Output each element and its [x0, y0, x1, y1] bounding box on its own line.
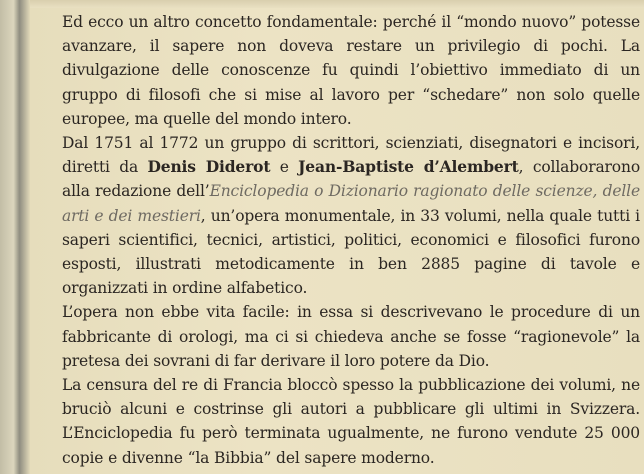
page-binding-edge [0, 0, 30, 474]
text-body [62, 10, 640, 470]
paragraph-2-middle: , collaborarono alla redazione dell’ [62, 158, 640, 201]
paragraph-4 [62, 373, 640, 470]
paragraph-2-intro: Dal 1751 al 1772 un gruppo di scrittori, scienziati, disegnatori e incisori, diretti da [62, 134, 640, 177]
paragraph-3 [62, 300, 640, 373]
paragraph-2 [62, 131, 640, 300]
page-top-band [30, 0, 644, 8]
paragraph-4-text: La censura del re di Francia bloccò spesso la pubblicazione dei volumi, ne bruciò alcuni e costrinse gli autori a pubblicare gli ultimi in Svizzera. L’Enciclopedia fu però terminata ugualmente, ne furono vendute 25 000 copie e divenne “la Bibbia” del sapere moderno. [62, 376, 640, 467]
paragraph-3-text: L’opera non ebbe vita facile: in essa si descrivevano le procedure di un fabbricante di orologi, ma ci si chiedeva anche se fosse “ragionevole” la pretesa dei sovrani di far derivare il loro potere da Dio. [62, 303, 640, 370]
author-name-dalembert: Jean-Baptiste d’Alembert [298, 157, 519, 177]
paragraph-2-end: , un’opera monumentale, in 33 volumi, nella quale tutti i saperi scientifici, tecnici, artistici, politici, economici e filosofici furono esposti, illustrati metodicamente in ben 2885 pagine di tavole e organizzati in ordine alfabetico. [62, 206, 640, 298]
author-name-diderot: Denis Diderot [147, 157, 271, 177]
paragraph-2-conjunction: e [270, 158, 299, 177]
paragraph-1-text: Ed ecco un altro concetto fondamentale: perché il “mondo nuovo” potesse avanzare, il sapere non doveva restare un privilegio di pochi. La divulgazione delle conoscenze fu quindi l’obiettivo immediato di un gruppo di filosofi che si mise al lavoro per “schedare” non solo quelle europee, ma quelle del mondo intero. [62, 13, 640, 128]
encyclopedia-title: Enciclopedia o Dizionario ragionato delle scienze, delle arti e dei mestieri [62, 182, 640, 225]
paragraph-1 [62, 10, 640, 131]
